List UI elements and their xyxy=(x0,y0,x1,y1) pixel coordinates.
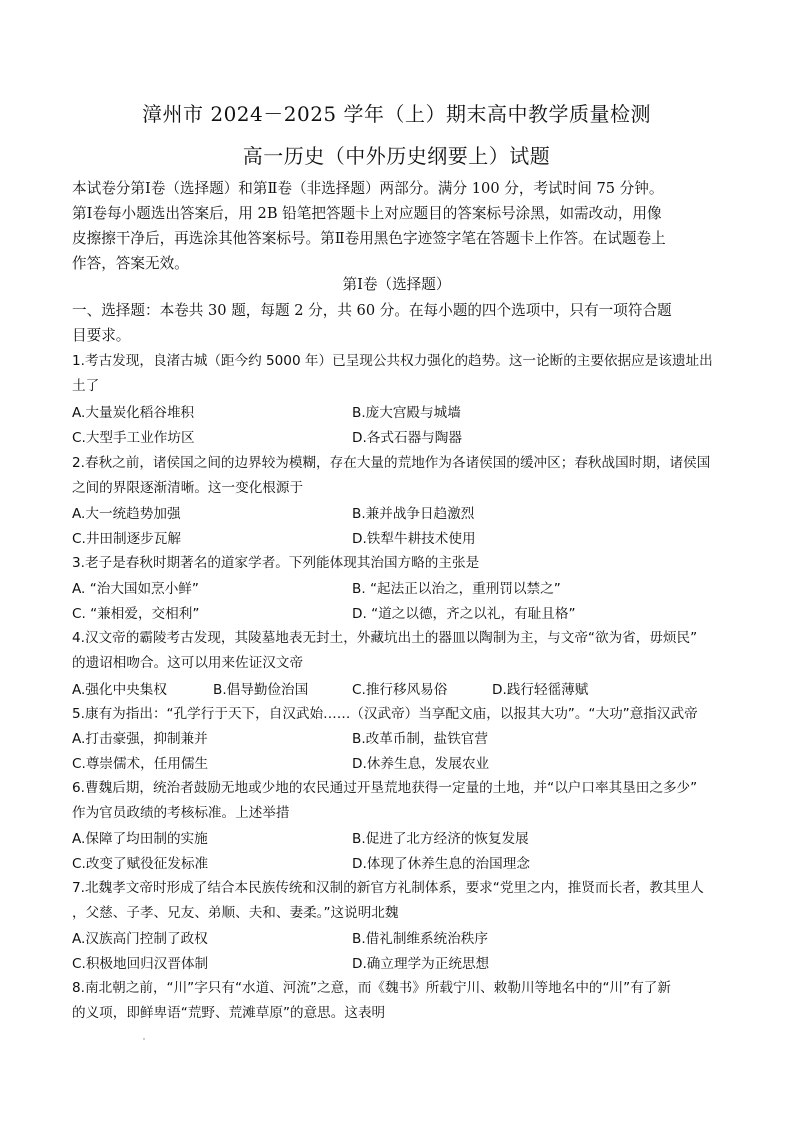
option-b: B.促进了北方经济的恢复发展 xyxy=(352,831,529,847)
question-6-stem xyxy=(72,776,728,825)
option-a: A.强化中央集权 xyxy=(72,682,167,698)
option-b: B.借礼制维系统治秩序 xyxy=(352,931,488,947)
question-6-options-row xyxy=(72,827,728,851)
option-a: A.大量炭化稻谷堆积 xyxy=(72,405,195,421)
option-c: C.改变了赋役征发标准 xyxy=(72,856,209,872)
question-stem-line: 之间的界限逐渐清晰。这一变化根源于 xyxy=(72,479,304,496)
option-c: C.积极地回归汉晋体制 xyxy=(72,956,209,972)
question-3-options-row xyxy=(72,577,728,601)
question-3-options-row xyxy=(72,602,728,626)
option-a: A.汉族高门控制了政权 xyxy=(72,931,208,947)
question-stem-line: 土了 xyxy=(72,377,100,394)
question-4-stem xyxy=(72,626,728,675)
option-b: B.改革币制，盐铁官营 xyxy=(352,731,488,747)
question-stem-line: 5.康有为指出：“孔学行于天下，自汉武始……（汉武帝）当享配文庙，以报其大功”。“大功”意指汉武帝 xyxy=(72,706,698,722)
exam-title: 漳州市 2024－2025 学年（上）期末高中教学质量检测 xyxy=(141,102,651,126)
question-5-stem xyxy=(72,702,728,727)
question-stem-line: 4.汉文帝的霸陵考古发现，其陵墓地表无封土，外藏坑出土的器皿以陶制为主，与文帝“欲为省，毋烦民” xyxy=(72,630,698,646)
question-1-stem xyxy=(72,349,728,398)
question-5-options-row xyxy=(72,727,728,751)
question-7-stem xyxy=(72,876,728,925)
option-b: B. “起法正以治之，重刑罚以禁之” xyxy=(352,581,561,597)
section-heading: 第Ⅰ卷（选择题） xyxy=(342,276,451,293)
question-stem-line: 2.春秋之前，诸侯国之间的边界较为模糊，存在大量的荒地作为各诸侯国的缓冲区；春秋战国时期，诸侯国 xyxy=(72,455,711,471)
question-stem-line: 的遗诏相吻合。这可以用来佐证汉文帝 xyxy=(72,654,304,671)
question-2-stem xyxy=(72,451,728,500)
option-a: A.保障了均田制的实施 xyxy=(72,831,208,847)
option-a: A.大一统趋势加强 xyxy=(72,506,181,522)
instructions-line: 皮擦擦干净后，再选涂其他答案标号。第Ⅱ卷用黑色字迹签字笔在答题卡上作答。在试题卷上 xyxy=(72,230,666,247)
option-c: C.尊崇儒术，任用儒生 xyxy=(72,756,209,772)
question-2-options-row xyxy=(72,527,728,551)
instructions-line: 作答，答案无效。 xyxy=(72,255,189,272)
option-a: A. “治大国如烹小鲜” xyxy=(72,581,199,597)
question-6-options-row xyxy=(72,852,728,876)
question-stem-line: 8.南北朝之前，“川”字只有“水道、河流”之意，而《魏书》所载宁川、敕勒川等地名中的“川”有了新 xyxy=(72,980,671,996)
option-d: D.确立理学为正统思想 xyxy=(352,956,490,972)
option-c: C.推行移风易俗 xyxy=(352,682,448,698)
question-stem-line: 的义项，即鲜卑语“荒野、荒滩草原”的意思。这表明 xyxy=(72,1004,386,1021)
question-5-options-row xyxy=(72,752,728,776)
question-8-stem xyxy=(72,976,728,1025)
instructions-line: 第Ⅰ卷每小题选出答案后，用 2B 铅笔把答题卡上对应题目的答案标号涂黑，如需改动，用像 xyxy=(72,205,662,222)
question-stem-line: 6.曹魏后期，统治者鼓励无地或少地的农民通过开垦荒地获得一定量的土地，并“以户口率其垦田之多少” xyxy=(72,780,698,796)
question-4-options-row xyxy=(72,678,728,702)
question-3-stem xyxy=(72,551,728,576)
option-d: D.铁犁牛耕技术使用 xyxy=(352,531,476,547)
question-stem-line: 1.考古发现，良渚古城（距今约 5000 年）已呈现公共权力强化的趋势。这一论断的主要依据应是该遗址出 xyxy=(72,353,713,369)
option-c: C. “兼相爱，交相利” xyxy=(72,606,200,622)
question-7-options-row xyxy=(72,952,728,976)
question-stem-line: ，父慈、子孝、兄友、弟顺、夫和、妻柔。”这说明北魏 xyxy=(72,904,399,921)
section-instructions-line: 目要求。 xyxy=(72,327,131,344)
option-d: D.各式石器与陶器 xyxy=(352,430,462,446)
option-d: D.践行轻徭薄赋 xyxy=(492,682,589,698)
option-b: B.兼并战争日趋激烈 xyxy=(352,506,475,522)
instructions-line: 本试卷分第Ⅰ卷（选择题）和第Ⅱ卷（非选择题）两部分。满分 100 分，考试时间 75 分钟。 xyxy=(72,180,664,197)
question-stem-line: 3.老子是春秋时期著名的道家学者。下列能体现其治国方略的主张是 xyxy=(72,555,480,571)
option-d: D.休养生息，发展农业 xyxy=(352,756,490,772)
option-d: D.体现了休养生息的治国理念 xyxy=(352,856,530,872)
question-stem-line: 7.北魏孝文帝时形成了结合本民族传统和汉制的新官方礼制体系，要求“党里之内，推贤而长者，教其里人 xyxy=(72,880,704,896)
question-1-options-row xyxy=(72,401,728,425)
scan-speck xyxy=(143,1038,145,1040)
option-b: B.倡导勤俭治国 xyxy=(213,682,309,698)
option-d: D. “道之以德，齐之以礼，有耻且格” xyxy=(352,606,576,622)
question-2-options-row xyxy=(72,502,728,526)
section-instructions xyxy=(72,298,728,348)
exam-instructions xyxy=(72,176,728,276)
question-7-options-row xyxy=(72,927,728,951)
option-c: C.大型手工业作坊区 xyxy=(72,430,195,446)
option-c: C.井田制逐步瓦解 xyxy=(72,531,181,547)
option-a: A.打击豪强，抑制兼并 xyxy=(72,731,208,747)
question-1-options-row xyxy=(72,426,728,450)
exam-subtitle: 高一历史（中外历史纲要上）试题 xyxy=(242,144,551,168)
option-b: B.庞大宫殿与城墙 xyxy=(352,405,461,421)
section-instructions-line: 一、选择题：本卷共 30 题，每题 2 分，共 60 分。在每小题的四个选项中，只有一项符合题 xyxy=(72,302,672,319)
question-stem-line: 作为官员政绩的考核标准。上述举措 xyxy=(72,804,290,821)
